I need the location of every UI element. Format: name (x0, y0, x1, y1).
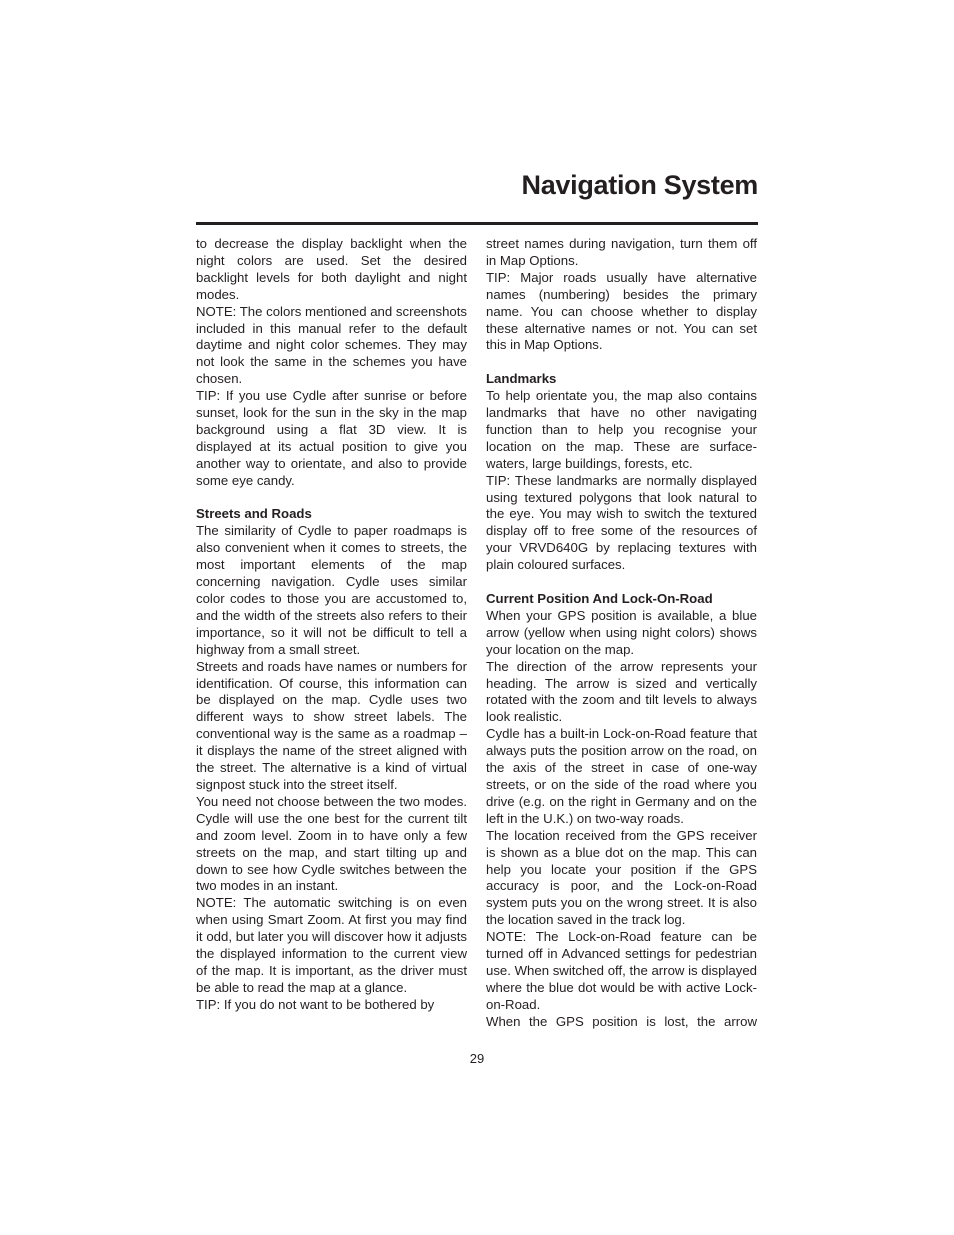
paragraph: When your GPS position is available, a blue arrow (yellow when using night colors) shows your location on the map. (486, 607, 757, 657)
paragraph: to decrease the display backlight when the night colors are used. Set the desired backlight levels for both daylight and night modes. (196, 236, 467, 302)
page-number: 29 (469, 1051, 485, 1066)
section-spacer (486, 354, 757, 371)
paragraph: Streets and roads have names or numbers for identification. Of course, this information can be displayed on the map. Cydle uses two different ways to show street labels. The conventional way is the same as a roadmap – it displays the name of the street aligned with the street. The alternative is a kind of virtual signpost stuck into the street itself. (196, 658, 467, 792)
paragraph: You need not choose between the two modes. Cydle will use the one best for the current tilt and zoom level. Zoom in to have only a few streets on the map, and start tilting up and down to see how Cydle switches between the two modes in an instant. (196, 793, 467, 894)
paragraph: TIP: If you do not want to be bothered by (196, 996, 435, 1012)
page-title: Navigation System (521, 170, 758, 200)
left-column (196, 236, 467, 1014)
section-heading-landmarks: Landmarks (486, 371, 557, 387)
section-heading-current-position: Current Position And Lock-On-Road (486, 591, 713, 606)
paragraph: When the GPS position is lost, the arrow (486, 1013, 757, 1029)
paragraph: TIP: These landmarks are normally displayed using textured polygons that look natural to the eye. You may wish to switch the textured display off to free some of the resources of your VRVD640G by replacing textures with plain coloured surfaces. (486, 472, 757, 573)
section-heading-streets-and-roads: Streets and Roads (196, 506, 312, 522)
paragraph: TIP: Major roads usually have alternative names (numbering) besides the primary name. You can choose whether to display these alternative names or not. You can set this in Map Options. (486, 269, 757, 353)
section-spacer (486, 574, 757, 591)
paragraph: The similarity of Cydle to paper roadmaps is also convenient when it comes to streets, the most important elements of the map concerning navigation. Cydle uses similar color codes to those you are accustomed to, and the width of the streets also refers to their importance, so it will not be difficult to tell a highway from a small street. (196, 523, 467, 657)
paragraph: To help orientate you, the map also contains landmarks that have no other navigating function than to help you recognise your location on the map. These are surface-waters, large buildings, forests, etc. (486, 388, 757, 471)
paragraph: NOTE: The automatic switching is on even when using Smart Zoom. At first you may find it odd, but later you will discover how it adjusts the displayed information to the current view of the map. It is important, as the driver must be able to read the map at a glance. (196, 895, 467, 995)
paragraph: street names during navigation, turn them off in Map Options. (486, 236, 757, 268)
section-spacer (196, 490, 467, 507)
paragraph: The direction of the arrow represents your heading. The arrow is sized and vertically rotated with the zoom and tilt levels to always look realistic. (486, 658, 757, 725)
title-divider (196, 222, 758, 225)
paragraph: NOTE: The colors mentioned and screenshots included in this manual refer to the default daytime and night color schemes. They may not look the same in the schemes you have chosen. (196, 303, 467, 387)
paragraph: Cydle has a built-in Lock-on-Road feature that always puts the position arrow on the road, on the axis of the street in case of one-way streets, or on the side of the road where you drive (e.g. on the right in Germany and on the left in the U.K.) on two-way roads. (486, 726, 757, 826)
paragraph: The location received from the GPS receiver is shown as a blue dot on the map. This can help you locate your position if the GPS accuracy is poor, and the Lock-on-Road system puts you on the wrong street. It is also the location saved in the track log. (486, 827, 757, 928)
paragraph: TIP: If you use Cydle after sunrise or before sunset, look for the sun in the sky in the map background using a flat 3D view. It is displayed at its actual position to give you another way to orientate, and also to provide some eye candy. (196, 388, 467, 488)
paragraph: NOTE: The Lock-on-Road feature can be turned off in Advanced settings for pedestrian use. When switched off, the arrow is displayed where the blue dot would be with active Lock-on-Road. (486, 929, 757, 1012)
right-column (486, 236, 757, 1031)
